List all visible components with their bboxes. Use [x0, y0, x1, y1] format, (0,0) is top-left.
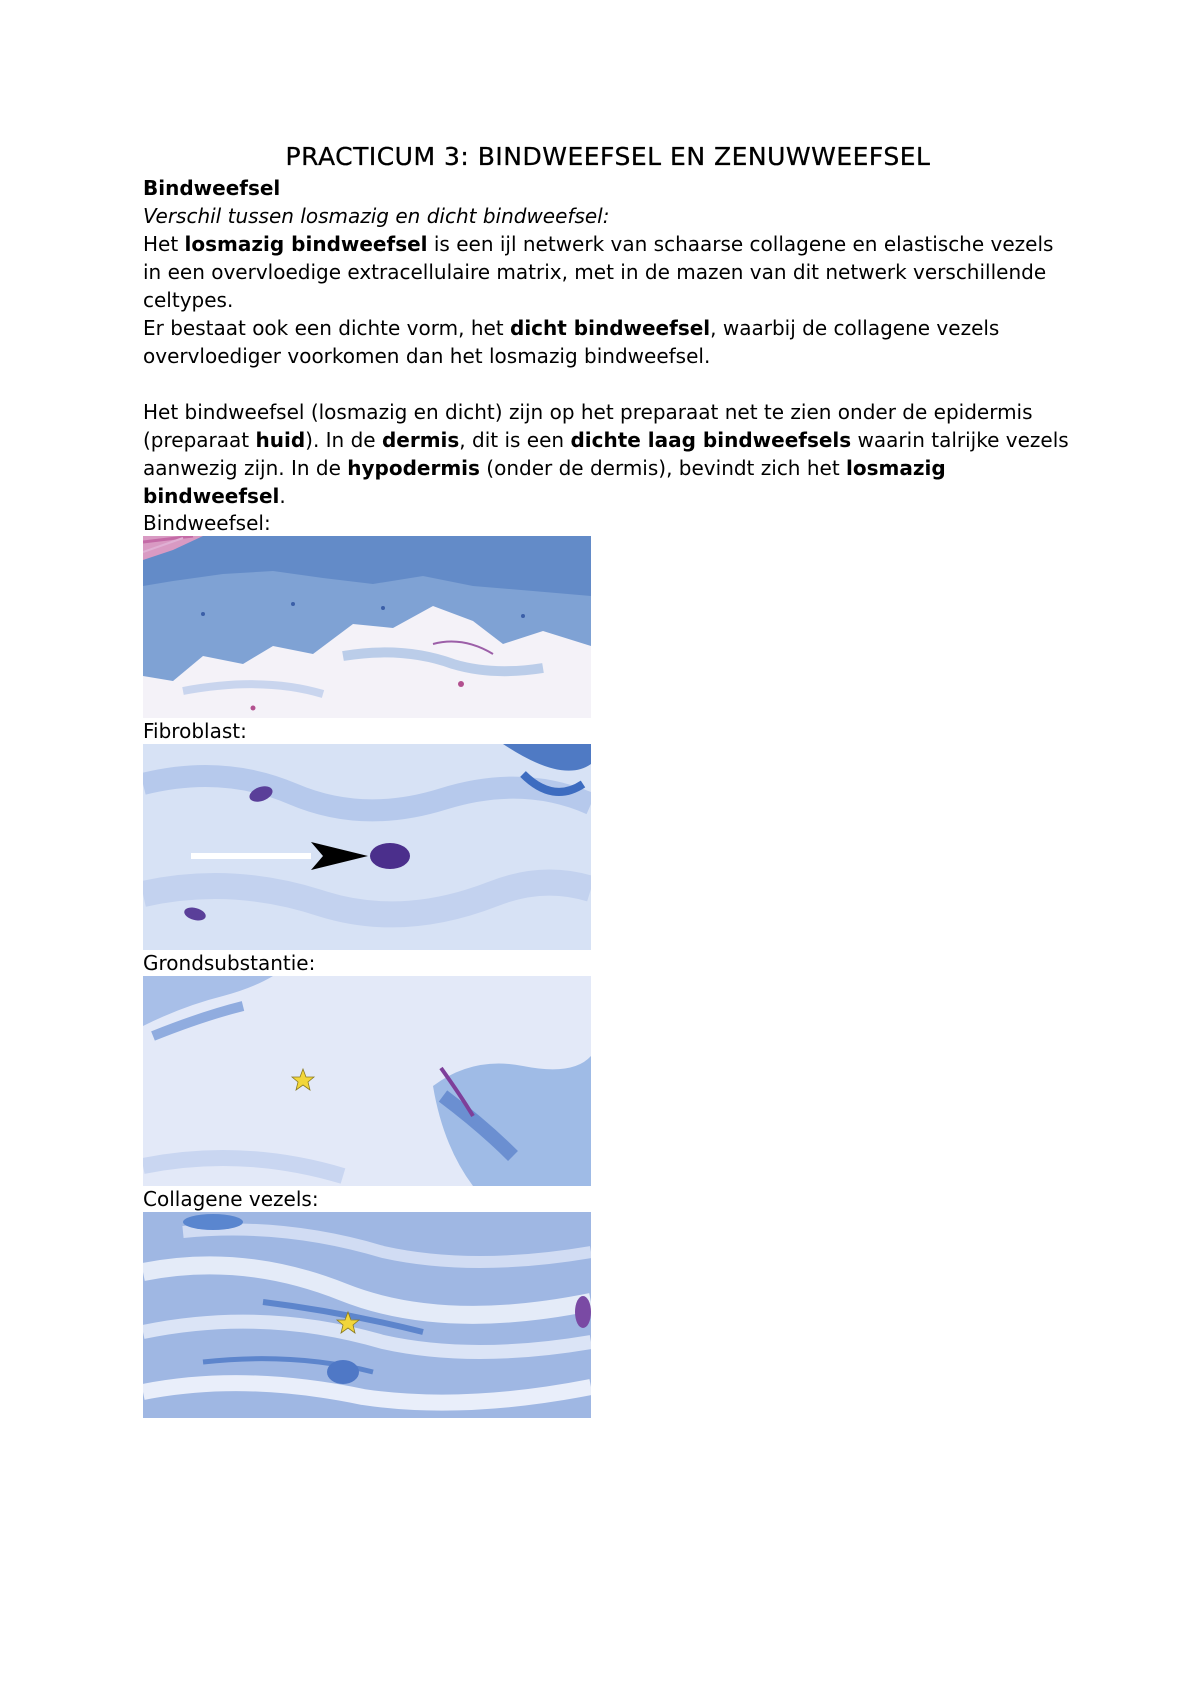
micrograph-collagene-vezels-image	[143, 1212, 591, 1418]
bold-term: huid	[255, 428, 306, 452]
document-page	[143, 140, 1073, 1418]
text-run: , waarbij de collagene vezels overvloediger voorkomen dan het losmazig bindweefsel.	[143, 316, 1000, 368]
figure-caption-grondsubstantie: Grondsubstantie:	[143, 951, 316, 975]
text-run: Het bindweefsel (losmazig en dicht) zijn op het preparaat net te zien onder de epidermis (preparaat	[143, 400, 1033, 452]
micrograph-grondsubstantie-image	[143, 976, 591, 1186]
text-run: is een ijl netwerk van schaarse collagene en elastische vezels in een overvloedige extracellulaire matrix, met in de mazen van dit netwerk verschillende celtypes.	[143, 232, 1054, 312]
figure-caption-bindweefsel: Bindweefsel:	[143, 511, 271, 535]
bold-term: dicht bindweefsel	[510, 316, 711, 340]
bold-term: losmazig bindweefsel	[143, 456, 946, 508]
text-run: ). In de	[305, 428, 382, 452]
text-run: (onder de dermis), bevindt zich het	[479, 456, 847, 480]
text-run: waarin talrijke vezels aanwezig zijn. In de	[143, 428, 1069, 480]
paragraph-preparaat	[143, 398, 1073, 510]
figure-caption-collagene-vezels: Collagene vezels:	[143, 1187, 319, 1211]
bold-term: losmazig bindweefsel	[184, 232, 428, 256]
micrograph-fibroblast	[143, 744, 591, 950]
bold-term: dermis	[381, 428, 460, 452]
text-run: Het	[143, 232, 185, 256]
micrograph-bindweefsel	[143, 536, 591, 718]
micrograph-bindweefsel-image	[143, 536, 591, 718]
blank-line	[143, 370, 1073, 398]
bold-term: hypodermis	[347, 456, 480, 480]
section-heading: Bindweefsel	[143, 176, 281, 200]
micrograph-grondsubstantie	[143, 976, 591, 1186]
micrograph-fibroblast-image	[143, 744, 591, 950]
document-title: PRACTICUM 3: BINDWEEFSEL EN ZENUWWEEFSEL	[285, 142, 931, 171]
text-run: , dit is een	[459, 428, 571, 452]
paragraph-losmazig	[143, 230, 1073, 314]
figure-caption-fibroblast: Fibroblast:	[143, 719, 247, 743]
paragraph-dicht	[143, 314, 1073, 370]
micrograph-collagene-vezels	[143, 1212, 591, 1418]
bold-term: dichte laag bindweefsels	[570, 428, 852, 452]
text-run: Er bestaat ook een dichte vorm, het	[143, 316, 510, 340]
text-run: .	[279, 484, 286, 508]
section-subheading: Verschil tussen losmazig en dicht bindweefsel:	[143, 204, 610, 228]
